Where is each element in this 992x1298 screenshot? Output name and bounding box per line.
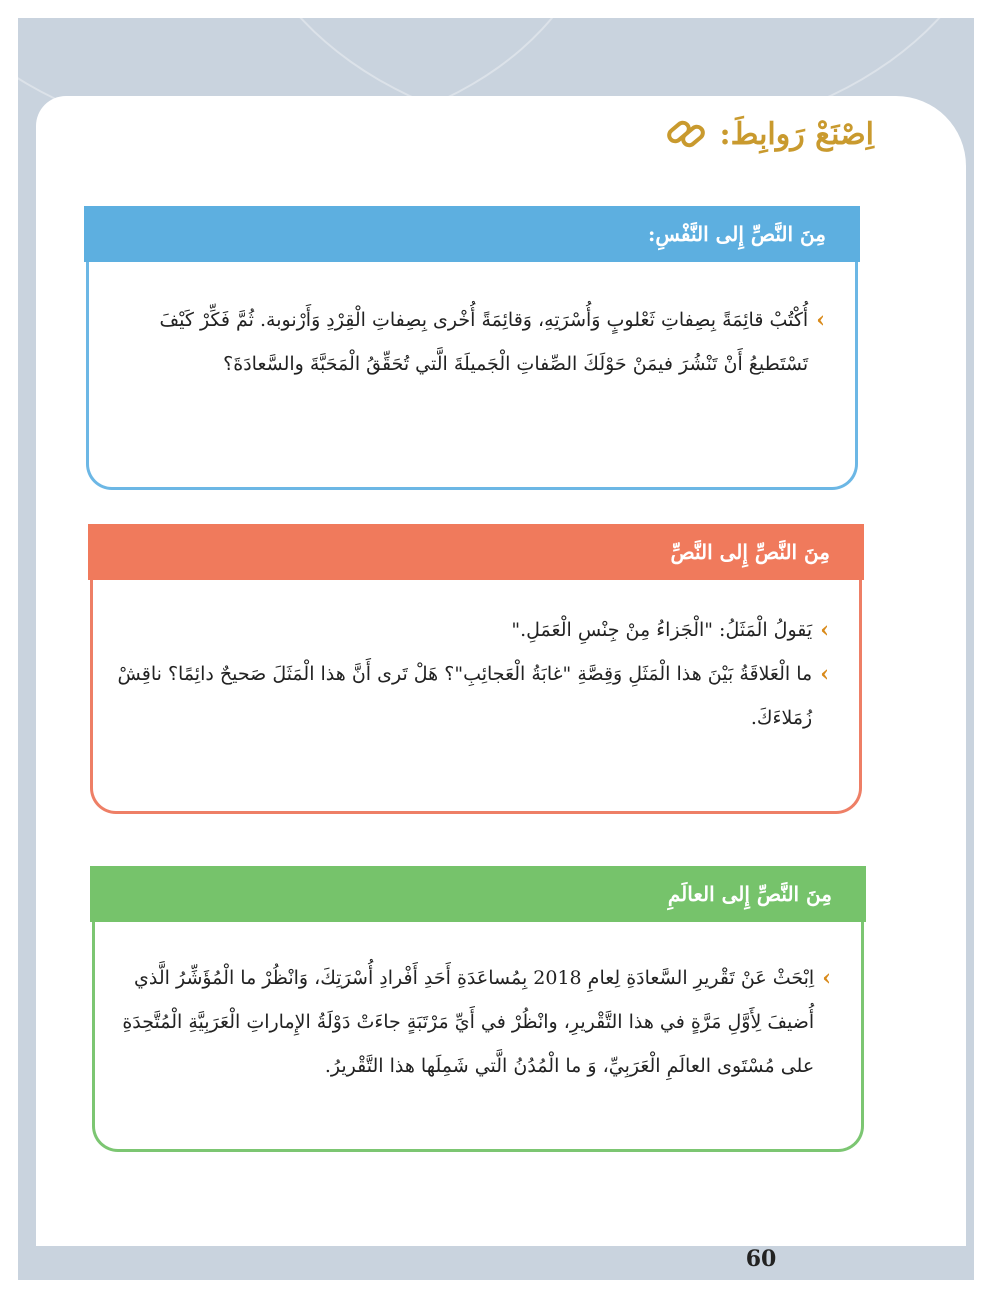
- item-text: ما الْعَلاقَةُ بَيْنَ هذا الْمَثَلِ وَقِصَّةِ "غابَةُ الْعَجائِبِ"؟ هَلْ تَرى أَنَّ هذا الْمَثَلَ صَحيحٌ دائِمًا؟ ناقِشْ زُمَلاءَكَ.: [117, 663, 813, 729]
- page-number: 60: [745, 1246, 777, 1272]
- list-item: [119, 956, 831, 1088]
- item-text: يَقولُ الْمَثَلُ: "الْجَزاءُ مِنْ جِنْسِ الْعَمَلِ.": [511, 619, 813, 641]
- card-heading-world: مِنَ النَّصِّ إِلى العالَمِ: [667, 882, 832, 906]
- chevron-bullet-icon: ›: [816, 307, 825, 333]
- card-heading-self: مِنَ النَّصِّ إِلى النَّفْسِ:: [647, 222, 826, 246]
- chevron-bullet-icon: ›: [820, 617, 829, 643]
- section-title-text: اِصْنَعْ رَوابِطَ:: [719, 116, 874, 152]
- item-text: اِبْحَثْ عَنْ تَقْريرِ السَّعادَةِ لِعامِ 2018 بِمُساعَدَةِ أَحَدِ أَفْرادِ أُسْرَتِكَ، وَانْظُرْ ما الْمُؤَشِّرُ الَّذي أُضيفَ لِأَوَّلِ مَرَّةٍ في هذا التَّقْريرِ، وانْظُرْ في أَيِّ مَرْتَبَةٍ جاءَتْ دَوْلَةُ الإِماراتِ الْعَرَبِيَّةِ الْمُتَّحِدَةِ على مُسْتَوى العالَمِ الْعَرَبِيِّ، وَ ما الْمُدُنُ الَّتي شَمِلَها هذا التَّقْريرُ.: [122, 967, 815, 1077]
- chevron-bullet-icon: ›: [820, 661, 829, 687]
- card-header-self: [84, 206, 860, 262]
- list-item: [113, 298, 825, 386]
- chevron-bullet-icon: ›: [822, 965, 831, 991]
- list-item: [117, 652, 829, 740]
- card-body-self: [86, 262, 858, 490]
- card-header-text: [88, 524, 864, 580]
- link-icon: [664, 112, 708, 156]
- card-body-text: [90, 580, 862, 814]
- list-item: [117, 608, 829, 652]
- card-header-world: [90, 866, 866, 922]
- card-heading-text: مِنَ النَّصِّ إِلى النَّصِّ: [670, 540, 830, 564]
- card-body-world: [92, 922, 864, 1152]
- section-title: [664, 112, 874, 156]
- item-text: أُكْتُبْ قائِمَةً بِصِفاتِ ثَعْلوبٍ وَأُسْرَتِهِ، وَقائِمَةً أُخْرى بِصِفاتِ الْقِرْدِ وَأَرْنوبة. ثُمَّ فَكِّرْ كَيْفَ تَسْتَطيعُ أَنْ تَنْشُرَ فيمَنْ حَوْلَكَ الصِّفاتِ الْجَميلَةَ الَّتي تُحَقِّقُ الْمَحَبَّةَ والسَّعادَةَ؟: [159, 309, 809, 375]
